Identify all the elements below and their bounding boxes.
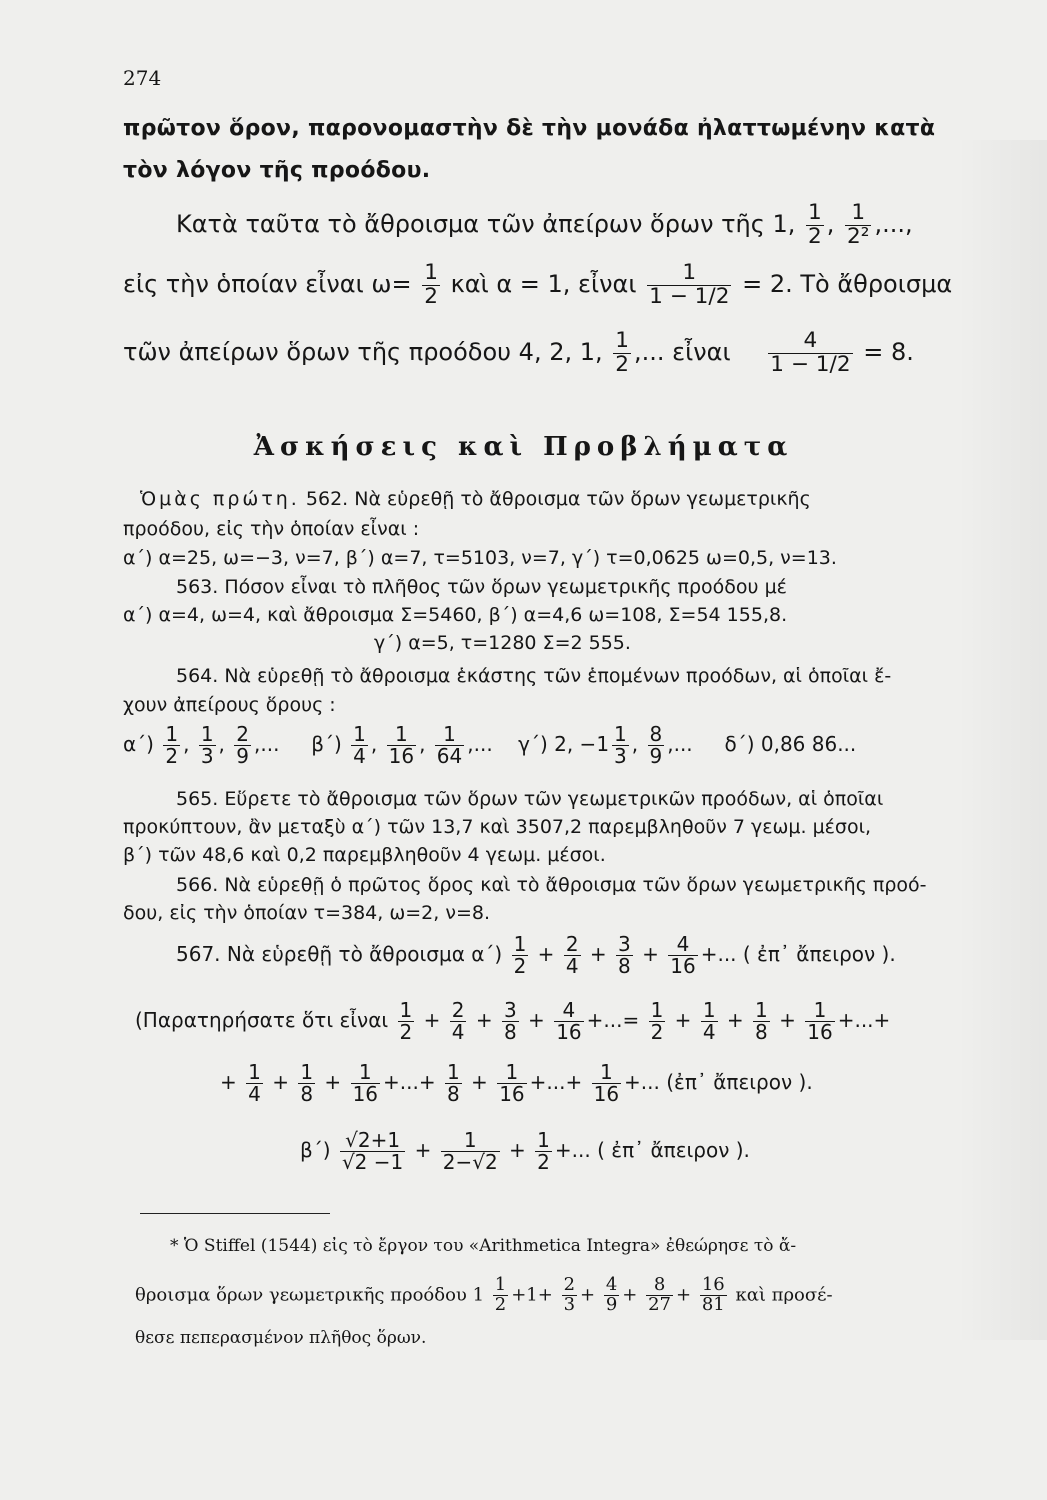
- intro-line-2: τὸν λόγον τῆς προόδου.: [123, 158, 431, 183]
- example-line-3: τῶν ἀπείρων ὅρων τῆς προόδου 4, 2, 1, $\frac{1}{2}$ ,... εἶναι $\frac{4}{1 - 1/2}$ = 8.: [123, 328, 914, 377]
- fraction: $\frac{√2+1}{√2 -1}$: [341, 1128, 404, 1174]
- fraction: $\frac{4}{1 - 1/2}$: [770, 328, 851, 377]
- fraction: $\frac{1}{8}$: [755, 998, 768, 1044]
- fraction: $\frac{1}{3}$: [614, 722, 627, 768]
- ex567-line-2: (Παρατηρήσατε ὅτι εἶναι $\frac{1}{2}$ + $\frac{2}{4}$ + $\frac{3}{8}$ + $\frac{4}{16}$ +...= $\frac{1}{2}$ + $\frac{1}{4}$ + $\frac{1}{8}$ + $\frac{1}{16}$ +...+: [135, 998, 891, 1044]
- fraction: $\frac{1}{\text{2²}}$: [847, 200, 870, 249]
- fraction: $\frac{1}{16}$: [593, 1060, 620, 1106]
- footnote-line-1: * Ὁ Stiffel (1544) εἰς τὸ ἔργον του «Arithmetica Integra» ἐθεώρησε τὸ ἄ-: [170, 1236, 797, 1256]
- ex564-line-1: 564. Νὰ εὑρεθῇ τὸ ἄθροισμα ἑκάστης τῶν ἑπομένων προόδων, αἱ ὁποῖαι ἔ-: [176, 665, 892, 687]
- fraction: $\frac{1}{2-√2}$: [442, 1128, 498, 1174]
- example-line-1: Κατὰ ταῦτα τὸ ἄθροισμα τῶν ἀπείρων ὅρων τῆς 1, $\frac{1}{2}$ , $\frac{1}{\text{2²}}$ ,...,: [176, 200, 913, 249]
- ex563-line-2: α΄) α=4, ω=4, καὶ ἄθροισμα Σ=5460, β΄) α=4,6 ω=108, Σ=54 155,8.: [123, 604, 788, 626]
- ex565-line-1: 565. Εὕρετε τὸ ἄθροισμα τῶν ὅρων τῶν γεωμετρικῶν προόδων, αἱ ὁποῖαι: [176, 788, 884, 810]
- example-line-1-text: Κατὰ ταῦτα τὸ ἄθροισμα τῶν ἀπείρων ὅρων τῆς 1,: [176, 210, 796, 239]
- fraction: $\frac{1}{2}$: [399, 998, 413, 1044]
- bleed-through-shadow: [957, 140, 1047, 1340]
- fraction: $\frac{2}{4}$: [565, 932, 579, 978]
- ex566-line-1: 566. Νὰ εὑρεθῇ ὁ πρῶτος ὅρος καὶ τὸ ἄθροισμα τῶν ὅρων γεωμετρικῆς προό-: [176, 874, 927, 896]
- fraction: $\frac{1}{2}$: [537, 1128, 550, 1174]
- fraction: $\frac{1}{2}$: [650, 998, 664, 1044]
- section-title: Ἀσκήσεις καὶ Προβλήματα: [253, 432, 794, 462]
- ex567-line-1: 567. Νὰ εὑρεθῇ τὸ ἄθροισμα α΄) $\frac{1}{2}$ + $\frac{2}{4}$ + $\frac{3}{8}$ + $\frac{4}{16}$ +... ( ἐπ᾿ ἄπειρον ).: [176, 932, 896, 978]
- ex563-line-3: γ΄) α=5, τ=1280 Σ=2 555.: [374, 632, 631, 654]
- ex562-line-1: Ὁμὰς πρώτη. 562. Νὰ εὑρεθῇ τὸ ἄθροισμα τῶν ὅρων γεωμετρικῆς: [140, 488, 811, 510]
- fraction: $\frac{3}{8}$: [618, 932, 631, 978]
- ex564-line-2: χουν ἀπείρους ὅρους :: [123, 694, 336, 716]
- fraction: $\frac{1}{2}$: [513, 932, 527, 978]
- fraction: $\frac{2}{9}$: [236, 722, 249, 768]
- fraction: $\frac{1}{2}$: [494, 1274, 507, 1315]
- ex565-line-3: β΄) τῶν 48,6 καὶ 0,2 παρεμβληθοῦν 4 γεωμ. μέσοι.: [123, 844, 606, 866]
- ex564-series-line: α΄) $\frac{1}{2}$ , $\frac{1}{3}$ , $\frac{2}{9}$ ,... β΄) $\frac{1}{4}$ , $\frac{1}{16}$ , $\frac{1}{64}$ ,... γ΄) 2, −1 $\frac{1}{3}$ , $\frac{8}{9}$ ,... δ΄) 0,86 86...: [123, 722, 857, 768]
- fraction: $\frac{1}{2}$: [615, 328, 630, 377]
- ex567-part-b: β΄) $\frac{√2+1}{√2 -1}$ + $\frac{1}{2-√2}$ + $\frac{1}{2}$ +... ( ἐπ᾿ ἄπειρον ).: [300, 1128, 750, 1174]
- fraction: $\frac{1}{16}$: [807, 998, 833, 1044]
- fraction: $\frac{8}{27}$: [648, 1274, 671, 1315]
- fraction: $\frac{4}{9}$: [605, 1274, 618, 1315]
- ex563-line-1: 563. Πόσον εἶναι τὸ πλῆθος τῶν ὅρων γεωμετρικῆς προόδου μέ: [176, 576, 787, 598]
- example-line-2: εἰς τὴν ὁποίαν εἶναι ω= $\frac{1}{2}$ καὶ α = 1, εἶναι $\frac{1}{1 - 1/2}$ = 2. Τὸ ἄθροισμα: [123, 260, 953, 309]
- fraction: $\frac{1}{8}$: [300, 1060, 314, 1106]
- fraction: $\frac{4}{16}$: [670, 932, 696, 978]
- fraction: $\frac{1}{4}$: [248, 1060, 261, 1106]
- fraction: $\frac{1}{4}$: [702, 998, 716, 1044]
- fraction: $\frac{1}{16}$: [388, 722, 415, 768]
- fraction: $\frac{1}{64}$: [436, 722, 463, 768]
- footnote-divider: [140, 1213, 330, 1214]
- footnote-line-3: θεσε πεπερασμένον πλῆθος ὅρων.: [135, 1328, 427, 1348]
- ex566-line-2: δου, εἰς τὴν ὁποίαν τ=384, ω=2, ν=8.: [123, 902, 491, 924]
- fraction: $\frac{2}{3}$: [563, 1274, 576, 1315]
- fraction: $\frac{1}{3}$: [200, 722, 214, 768]
- page-number: 274: [123, 66, 162, 90]
- ex567-line-3: + $\frac{1}{4}$ + $\frac{1}{8}$ + $\frac{1}{16}$ +...+ $\frac{1}{8}$ + $\frac{1}{16}$ +...+ $\frac{1}{16}$ +... (ἐπ᾿ ἄπειρον ).: [220, 1060, 813, 1106]
- ex562-line-3: α΄) α=25, ω=−3, ν=7, β΄) α=7, τ=5103, ν=7, γ΄) τ=0,0625 ω=0,5, ν=13.: [123, 547, 837, 569]
- ex562-line-2: προόδου, εἰς τὴν ὁποίαν εἶναι :: [123, 518, 420, 540]
- fraction: $\frac{1}{2}$: [424, 260, 438, 309]
- fraction: $\frac{2}{4}$: [451, 998, 465, 1044]
- fraction: $\frac{1}{8}$: [446, 1060, 460, 1106]
- fraction: $\frac{1}{2}$: [808, 200, 822, 249]
- ex565-line-2: προκύπτουν, ἂν μεταξὺ α΄) τῶν 13,7 καὶ 3507,2 παρεμβληθοῦν 7 γεωμ. μέσοι,: [123, 816, 872, 838]
- fraction: $\frac{3}{8}$: [503, 998, 517, 1044]
- fraction: $\frac{1}{4}$: [353, 722, 366, 768]
- fraction: $\frac{1}{16}$: [499, 1060, 525, 1106]
- intro-line-1: πρῶτον ὅρον, παρονομαστὴν δὲ τὴν μονάδα ἠλαττωμένην κατὰ: [123, 116, 936, 141]
- footnote-line-2: θροισμα ὅρων γεωμετρικῆς προόδου 1 $\frac{1}{2}$ +1+ $\frac{2}{3}$ + $\frac{4}{9}$ + $\frac{8}{27}$ + $\frac{16}{81}$ καὶ προσέ-: [135, 1274, 833, 1315]
- fraction: $\frac{1}{16}$: [352, 1060, 379, 1106]
- fraction: $\frac{1}{2}$: [165, 722, 179, 768]
- fraction: $\frac{4}{16}$: [556, 998, 582, 1044]
- fraction: $\frac{16}{81}$: [701, 1274, 725, 1315]
- fraction: $\frac{8}{9}$: [649, 722, 663, 768]
- fraction: $\frac{1}{1 - 1/2}$: [649, 260, 730, 309]
